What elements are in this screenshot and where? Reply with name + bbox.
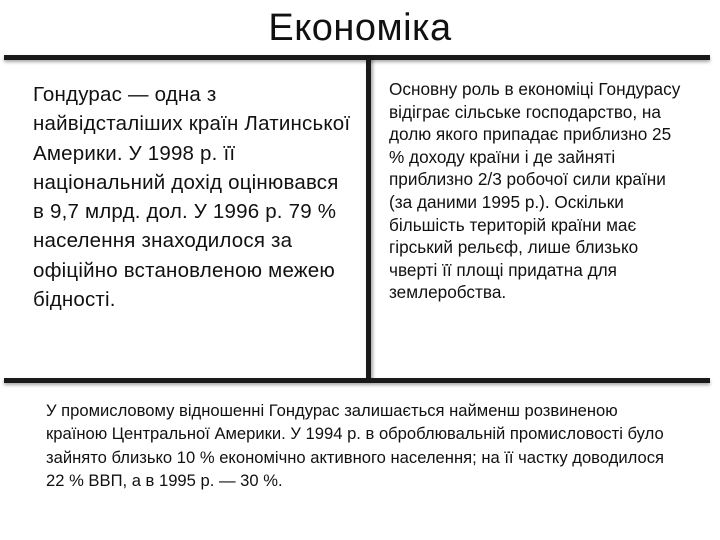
- bottom-divider-line: [4, 378, 710, 383]
- bottom-paragraph: У промисловому відношенні Гондурас залишається найменш розвиненою країною Центральної Америки. У 1994 р. в оброблювальній промисловості було зайнято близько 10 % економічно активного населення; на її частку доводилося 22 % ВВП, а в 1995 р. — 30 %.: [46, 401, 665, 491]
- vertical-divider-line: [366, 58, 371, 381]
- left-paragraph: Гондурас — одна з найвідсталіших країн Латинської Америки. У 1998 р. її національний дохід оцінювався в 9,7 млрд. дол. У 1996 р. 79 % населення знаходилося за офіційно встановленою межею бідності.: [33, 83, 351, 312]
- right-paragraph: Основну роль в економіці Гондурасу відіграє сільське господарство, на долю якого припадає приблизно 25 % доходу країни і де зайняті приблизно 2/3 робочої сили країни (за даними 1995 р.). Оскільки більшість територій країни має гірський рельєф, лише близько чверті її площі придатна для землеробства.: [389, 79, 681, 303]
- top-divider-line: [4, 55, 710, 60]
- slide-title: Економіка: [268, 7, 452, 49]
